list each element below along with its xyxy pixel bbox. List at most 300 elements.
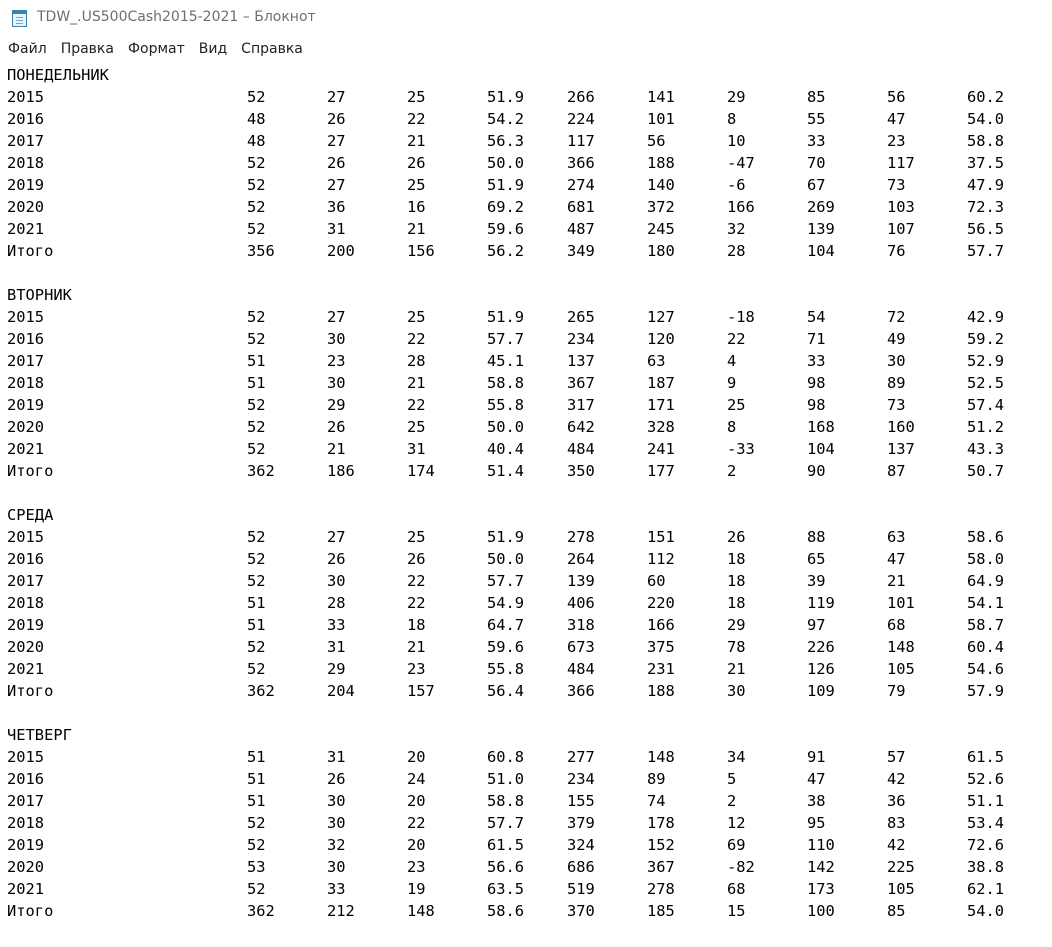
table-cell: 212 <box>327 902 355 920</box>
table-cell: 45.1 <box>487 352 525 370</box>
table-cell: 22 <box>407 594 426 612</box>
table-cell: 72.6 <box>967 836 1005 854</box>
table-cell: 90 <box>807 462 826 480</box>
table-cell: 177 <box>647 462 675 480</box>
table-cell: 226 <box>807 638 835 656</box>
table-row <box>7 350 1047 372</box>
table-cell: 148 <box>647 748 675 766</box>
table-cell: 105 <box>887 660 915 678</box>
table-cell: 30 <box>727 682 746 700</box>
table-row <box>7 570 1047 592</box>
table-cell: 51.9 <box>487 88 525 106</box>
table-cell: 139 <box>567 572 595 590</box>
row-label: 2017 <box>7 352 45 370</box>
table-cell: 487 <box>567 220 595 238</box>
row-label: 2017 <box>7 572 45 590</box>
table-cell: 681 <box>567 198 595 216</box>
table-cell: 22 <box>407 572 426 590</box>
table-cell: 139 <box>807 220 835 238</box>
table-cell: 73 <box>887 396 906 414</box>
table-cell: 47 <box>887 110 906 128</box>
table-row <box>7 614 1047 636</box>
table-row <box>7 900 1047 922</box>
menu-help[interactable]: Справка <box>241 41 303 57</box>
table-cell: 220 <box>647 594 675 612</box>
table-cell: 37.5 <box>967 154 1005 172</box>
table-cell: 200 <box>327 242 355 260</box>
table-cell: 29 <box>727 616 746 634</box>
table-cell: 30 <box>327 858 346 876</box>
table-cell: 26 <box>727 528 746 546</box>
table-cell: 21 <box>407 374 426 392</box>
table-cell: 328 <box>647 418 675 436</box>
table-cell: -6 <box>727 176 746 194</box>
table-cell: 155 <box>567 792 595 810</box>
table-cell: 367 <box>647 858 675 876</box>
row-label: 2015 <box>7 88 45 106</box>
table-row <box>7 372 1047 394</box>
table-cell: 56.6 <box>487 858 525 876</box>
table-cell: 117 <box>567 132 595 150</box>
table-cell: 57.7 <box>487 572 525 590</box>
table-cell: 63 <box>887 528 906 546</box>
row-label: 2020 <box>7 858 45 876</box>
table-cell: 30 <box>327 814 346 832</box>
table-cell: 39 <box>807 572 826 590</box>
row-label: 2020 <box>7 418 45 436</box>
table-cell: 234 <box>567 330 595 348</box>
table-cell: 30 <box>327 572 346 590</box>
table-cell: 50.7 <box>967 462 1005 480</box>
table-cell: 234 <box>567 770 595 788</box>
table-cell: 68 <box>887 616 906 634</box>
table-cell: 69.2 <box>487 198 525 216</box>
table-cell: 350 <box>567 462 595 480</box>
table-row <box>7 878 1047 900</box>
table-cell: 8 <box>727 110 737 128</box>
table-cell: 204 <box>327 682 355 700</box>
table-cell: 74 <box>647 792 666 810</box>
table-cell: 152 <box>647 836 675 854</box>
table-cell: 36 <box>887 792 906 810</box>
table-cell: 25 <box>407 88 426 106</box>
row-label: Итого <box>7 682 54 700</box>
table-cell: 52.6 <box>967 770 1005 788</box>
table-cell: 686 <box>567 858 595 876</box>
table-cell: 64.7 <box>487 616 525 634</box>
table-cell: 27 <box>327 308 346 326</box>
table-cell: 57.7 <box>487 814 525 832</box>
table-cell: 58.8 <box>487 792 525 810</box>
table-cell: 67 <box>807 176 826 194</box>
table-cell: 245 <box>647 220 675 238</box>
table-cell: 117 <box>887 154 915 172</box>
table-cell: 151 <box>647 528 675 546</box>
table-cell: 22 <box>407 396 426 414</box>
table-cell: 36 <box>327 198 346 216</box>
table-row <box>7 108 1047 130</box>
table-cell: 173 <box>807 880 835 898</box>
table-cell: 54 <box>807 308 826 326</box>
table-cell: 23 <box>887 132 906 150</box>
table-cell: 5 <box>727 770 737 788</box>
table-cell: 24 <box>407 770 426 788</box>
table-row <box>7 592 1047 614</box>
table-cell: 23 <box>407 660 426 678</box>
table-cell: 52 <box>247 88 266 106</box>
table-cell: 52 <box>247 330 266 348</box>
row-label: 2016 <box>7 770 45 788</box>
table-cell: 186 <box>327 462 355 480</box>
table-cell: 105 <box>887 880 915 898</box>
table-cell: 52 <box>247 308 266 326</box>
row-label: 2016 <box>7 550 45 568</box>
table-cell: 18 <box>727 572 746 590</box>
table-cell: 16 <box>407 198 426 216</box>
table-cell: 29 <box>327 660 346 678</box>
table-cell: 265 <box>567 308 595 326</box>
menu-edit[interactable]: Правка <box>60 41 114 57</box>
table-cell: 52 <box>247 176 266 194</box>
table-cell: -47 <box>727 154 755 172</box>
table-cell: 26 <box>327 770 346 788</box>
table-cell: 98 <box>807 374 826 392</box>
table-cell: 59.2 <box>967 330 1005 348</box>
table-cell: 73 <box>887 176 906 194</box>
table-cell: 55 <box>807 110 826 128</box>
table-row <box>7 152 1047 174</box>
table-cell: 484 <box>567 660 595 678</box>
table-cell: 51.2 <box>967 418 1005 436</box>
table-cell: 58.6 <box>967 528 1005 546</box>
table-cell: 52.9 <box>967 352 1005 370</box>
table-cell: 15 <box>727 902 746 920</box>
table-cell: 366 <box>567 682 595 700</box>
menu-view[interactable]: Вид <box>198 41 228 57</box>
table-cell: 57.7 <box>967 242 1005 260</box>
table-cell: 160 <box>887 418 915 436</box>
table-cell: 71 <box>807 330 826 348</box>
table-cell: 366 <box>567 154 595 172</box>
row-label: 2015 <box>7 308 45 326</box>
table-row <box>7 174 1047 196</box>
table-cell: 278 <box>647 880 675 898</box>
table-cell: 63 <box>647 352 666 370</box>
table-cell: 89 <box>887 374 906 392</box>
table-cell: 61.5 <box>967 748 1005 766</box>
document-text[interactable] <box>7 64 1047 922</box>
table-cell: 372 <box>647 198 675 216</box>
table-cell: 370 <box>567 902 595 920</box>
table-cell: 54.6 <box>967 660 1005 678</box>
table-cell: 25 <box>407 308 426 326</box>
table-cell: 119 <box>807 594 835 612</box>
table-cell: 51.9 <box>487 176 525 194</box>
row-label: 2015 <box>7 528 45 546</box>
table-cell: 48 <box>247 110 266 128</box>
table-cell: 30 <box>327 374 346 392</box>
table-cell: 51 <box>247 352 266 370</box>
window-title: TDW_.US500Cash2015-2021 – Блокнот <box>37 9 316 25</box>
table-cell: 188 <box>647 154 675 172</box>
table-cell: 174 <box>407 462 435 480</box>
table-cell: 54.2 <box>487 110 525 128</box>
table-cell: 50.0 <box>487 550 525 568</box>
table-cell: 54.9 <box>487 594 525 612</box>
table-cell: 59.6 <box>487 220 525 238</box>
table-cell: 22 <box>407 330 426 348</box>
table-cell: 26 <box>407 550 426 568</box>
table-cell: 519 <box>567 880 595 898</box>
table-cell: 51 <box>247 374 266 392</box>
row-label: 2018 <box>7 154 45 172</box>
table-cell: 241 <box>647 440 675 458</box>
table-cell: 50.0 <box>487 418 525 436</box>
table-cell: 21 <box>407 220 426 238</box>
table-cell: 32 <box>327 836 346 854</box>
table-cell: 356 <box>247 242 275 260</box>
table-cell: 30 <box>327 792 346 810</box>
table-cell: 112 <box>647 550 675 568</box>
table-cell: 52 <box>247 836 266 854</box>
table-row <box>7 218 1047 240</box>
table-cell: 89 <box>647 770 666 788</box>
table-cell: 51 <box>247 770 266 788</box>
row-label: 2017 <box>7 132 45 150</box>
table-cell: 379 <box>567 814 595 832</box>
table-cell: 56.5 <box>967 220 1005 238</box>
table-cell: 51 <box>247 616 266 634</box>
table-row <box>7 746 1047 768</box>
table-cell: 20 <box>407 836 426 854</box>
table-cell: 21 <box>887 572 906 590</box>
menu-file[interactable]: Файл <box>8 41 47 57</box>
table-cell: 157 <box>407 682 435 700</box>
table-cell: 70 <box>807 154 826 172</box>
table-cell: 188 <box>647 682 675 700</box>
table-cell: 50.0 <box>487 154 525 172</box>
table-cell: 43.3 <box>967 440 1005 458</box>
table-row <box>7 790 1047 812</box>
table-cell: 225 <box>887 858 915 876</box>
table-cell: 18 <box>727 550 746 568</box>
table-cell: 56.2 <box>487 242 525 260</box>
table-cell: 60.2 <box>967 88 1005 106</box>
table-row <box>7 196 1047 218</box>
table-cell: 69 <box>727 836 746 854</box>
table-cell: 38 <box>807 792 826 810</box>
table-cell: 156 <box>407 242 435 260</box>
table-cell: 58.6 <box>487 902 525 920</box>
table-cell: 52 <box>247 814 266 832</box>
table-cell: 58.8 <box>487 374 525 392</box>
table-cell: 140 <box>647 176 675 194</box>
row-label: 2021 <box>7 880 45 898</box>
table-cell: 12 <box>727 814 746 832</box>
table-cell: 60.8 <box>487 748 525 766</box>
table-row <box>7 328 1047 350</box>
row-label: Итого <box>7 462 54 480</box>
table-row <box>7 438 1047 460</box>
table-cell: 48 <box>247 132 266 150</box>
menu-format[interactable]: Формат <box>127 41 185 57</box>
table-cell: 18 <box>727 594 746 612</box>
table-cell: 166 <box>647 616 675 634</box>
table-cell: 110 <box>807 836 835 854</box>
table-cell: 103 <box>887 198 915 216</box>
row-label: 2015 <box>7 748 45 766</box>
table-row <box>7 526 1047 548</box>
table-row <box>7 416 1047 438</box>
table-cell: 29 <box>727 88 746 106</box>
table-cell: 141 <box>647 88 675 106</box>
table-cell: 52 <box>247 528 266 546</box>
table-cell: 362 <box>247 682 275 700</box>
row-label: 2019 <box>7 616 45 634</box>
row-label: 2019 <box>7 396 45 414</box>
table-cell: 180 <box>647 242 675 260</box>
table-cell: 56.3 <box>487 132 525 150</box>
table-cell: 56 <box>647 132 666 150</box>
table-cell: 51 <box>247 748 266 766</box>
table-cell: 38.8 <box>967 858 1005 876</box>
row-label: 2020 <box>7 198 45 216</box>
table-cell: 137 <box>567 352 595 370</box>
table-cell: 28 <box>727 242 746 260</box>
section-heading: ПОНЕДЕЛЬНИК <box>7 66 109 84</box>
table-cell: 42 <box>887 836 906 854</box>
table-cell: 10 <box>727 132 746 150</box>
table-cell: 406 <box>567 594 595 612</box>
notepad-icon <box>12 10 27 27</box>
table-cell: 32 <box>727 220 746 238</box>
table-cell: 51 <box>247 792 266 810</box>
table-cell: 22 <box>407 814 426 832</box>
table-cell: 100 <box>807 902 835 920</box>
table-cell: 166 <box>727 198 755 216</box>
table-cell: 52 <box>247 880 266 898</box>
table-cell: 30 <box>327 330 346 348</box>
table-cell: 137 <box>887 440 915 458</box>
row-label: 2018 <box>7 594 45 612</box>
section-heading: СРЕДА <box>7 506 54 524</box>
table-row <box>7 636 1047 658</box>
table-cell: 178 <box>647 814 675 832</box>
table-row <box>7 306 1047 328</box>
table-cell: 65 <box>807 550 826 568</box>
table-cell: 47 <box>887 550 906 568</box>
table-cell: 59.6 <box>487 638 525 656</box>
table-cell: 28 <box>327 594 346 612</box>
table-cell: 23 <box>327 352 346 370</box>
table-cell: 25 <box>407 418 426 436</box>
row-label: Итого <box>7 242 54 260</box>
table-cell: -18 <box>727 308 755 326</box>
table-cell: 21 <box>727 660 746 678</box>
table-cell: 52 <box>247 572 266 590</box>
table-cell: 187 <box>647 374 675 392</box>
table-cell: 362 <box>247 902 275 920</box>
table-cell: 673 <box>567 638 595 656</box>
table-cell: 375 <box>647 638 675 656</box>
table-cell: 76 <box>887 242 906 260</box>
table-cell: 51.0 <box>487 770 525 788</box>
table-cell: 91 <box>807 748 826 766</box>
table-cell: 85 <box>887 902 906 920</box>
row-label: 2021 <box>7 440 45 458</box>
table-cell: 33 <box>327 880 346 898</box>
table-cell: 60.4 <box>967 638 1005 656</box>
table-cell: 127 <box>647 308 675 326</box>
table-cell: 58.0 <box>967 550 1005 568</box>
table-cell: 26 <box>407 154 426 172</box>
table-row <box>7 856 1047 878</box>
table-cell: 185 <box>647 902 675 920</box>
table-cell: 25 <box>407 528 426 546</box>
table-cell: 52 <box>247 220 266 238</box>
table-cell: 52 <box>247 154 266 172</box>
table-cell: 109 <box>807 682 835 700</box>
table-cell: 23 <box>407 858 426 876</box>
table-cell: 68 <box>727 880 746 898</box>
row-label: 2018 <box>7 814 45 832</box>
table-cell: 4 <box>727 352 737 370</box>
table-cell: 51 <box>247 594 266 612</box>
table-cell: 55.8 <box>487 396 525 414</box>
table-cell: -33 <box>727 440 755 458</box>
table-cell: 26 <box>327 550 346 568</box>
table-cell: 277 <box>567 748 595 766</box>
table-cell: 54.0 <box>967 110 1005 128</box>
table-cell: 266 <box>567 88 595 106</box>
table-cell: 87 <box>887 462 906 480</box>
table-cell: 47 <box>807 770 826 788</box>
table-cell: 642 <box>567 418 595 436</box>
table-cell: 20 <box>407 792 426 810</box>
row-label: 2016 <box>7 110 45 128</box>
table-cell: 148 <box>887 638 915 656</box>
table-cell: 28 <box>407 352 426 370</box>
table-cell: 22 <box>407 110 426 128</box>
table-cell: 27 <box>327 88 346 106</box>
table-cell: 142 <box>807 858 835 876</box>
table-cell: 54.0 <box>967 902 1005 920</box>
table-cell: 27 <box>327 528 346 546</box>
table-cell: 78 <box>727 638 746 656</box>
table-cell: 31 <box>327 220 346 238</box>
table-cell: 367 <box>567 374 595 392</box>
menu-bar <box>0 37 1052 62</box>
table-cell: 58.8 <box>967 132 1005 150</box>
table-cell: 95 <box>807 814 826 832</box>
table-cell: 42.9 <box>967 308 1005 326</box>
table-cell: 63.5 <box>487 880 525 898</box>
text-editor-area[interactable] <box>0 62 1052 947</box>
table-cell: 120 <box>647 330 675 348</box>
table-cell: 19 <box>407 880 426 898</box>
table-cell: 2 <box>727 462 737 480</box>
table-cell: 42 <box>887 770 906 788</box>
table-cell: 317 <box>567 396 595 414</box>
table-cell: 52 <box>247 550 266 568</box>
table-cell: 18 <box>407 616 426 634</box>
table-cell: 52 <box>247 198 266 216</box>
table-cell: 33 <box>807 352 826 370</box>
table-cell: 21 <box>407 638 426 656</box>
table-cell: 52 <box>247 638 266 656</box>
row-label: 2016 <box>7 330 45 348</box>
table-row <box>7 240 1047 262</box>
